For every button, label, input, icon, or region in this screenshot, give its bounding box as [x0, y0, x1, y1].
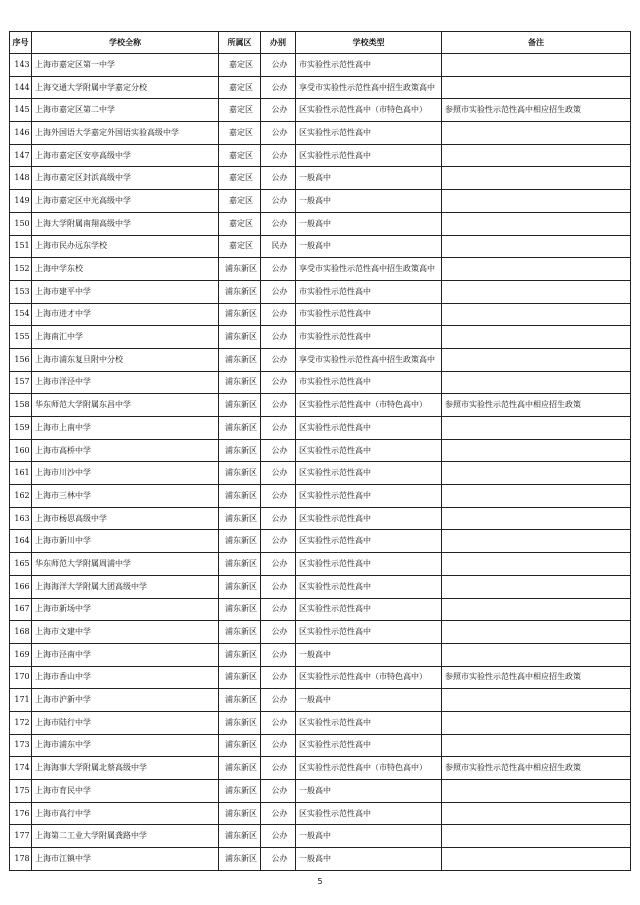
school-type-cell: 区实验性示范性高中 [296, 122, 442, 145]
school-name-cell: 上海市江镇中学 [32, 848, 219, 871]
ownership-cell: 公办 [261, 689, 296, 712]
district-cell: 浦东新区 [219, 507, 261, 530]
school-type-cell: 区实验性示范性高中 [296, 711, 442, 734]
ownership-cell: 公办 [261, 734, 296, 757]
school-name-cell: 上海第二工业大学附属龚路中学 [32, 825, 219, 848]
row-number-cell: 151 [10, 235, 32, 258]
table-row [10, 780, 631, 803]
district-cell: 浦东新区 [219, 825, 261, 848]
row-number-cell: 145 [10, 99, 32, 122]
ownership-cell: 公办 [261, 757, 296, 780]
table-row [10, 212, 631, 235]
table-row [10, 643, 631, 666]
note-cell [442, 462, 631, 485]
table-row [10, 757, 631, 780]
row-number-cell: 149 [10, 190, 32, 213]
row-number-cell: 147 [10, 144, 32, 167]
ownership-cell: 公办 [261, 598, 296, 621]
district-cell: 浦东新区 [219, 666, 261, 689]
note-cell [442, 76, 631, 99]
table-row [10, 258, 631, 281]
school-name-cell: 上海市新川中学 [32, 530, 219, 553]
table-row [10, 190, 631, 213]
note-cell [442, 643, 631, 666]
table-row [10, 76, 631, 99]
school-type-cell: 一般高中 [296, 212, 442, 235]
school-name-cell: 上海市嘉定区安亭高级中学 [32, 144, 219, 167]
note-cell [442, 825, 631, 848]
row-number-cell: 160 [10, 439, 32, 462]
ownership-cell: 公办 [261, 825, 296, 848]
school-name-cell: 上海市嘉定区封浜高级中学 [32, 167, 219, 190]
ownership-cell: 民办 [261, 235, 296, 258]
school-name-cell: 上海市嘉定区第一中学 [32, 54, 219, 77]
school-name-cell: 上海市川沙中学 [32, 462, 219, 485]
row-number-cell: 158 [10, 394, 32, 417]
row-number-cell: 146 [10, 122, 32, 145]
school-type-cell: 区实验性示范性高中 [296, 802, 442, 825]
school-name-cell: 上海海事大学附属北蔡高级中学 [32, 757, 219, 780]
district-cell: 嘉定区 [219, 167, 261, 190]
row-number-cell: 174 [10, 757, 32, 780]
school-name-cell: 上海市嘉定区第二中学 [32, 99, 219, 122]
school-name-cell: 上海市洋泾中学 [32, 371, 219, 394]
school-name-cell: 上海中学东校 [32, 258, 219, 281]
row-number-cell: 144 [10, 76, 32, 99]
district-cell: 嘉定区 [219, 76, 261, 99]
note-cell: 参照市实验性示范性高中相应招生政策 [442, 99, 631, 122]
ownership-cell: 公办 [261, 144, 296, 167]
district-cell: 嘉定区 [219, 212, 261, 235]
school-type-cell: 区实验性示范性高中 [296, 462, 442, 485]
ownership-cell: 公办 [261, 643, 296, 666]
note-cell [442, 711, 631, 734]
district-cell: 浦东新区 [219, 485, 261, 508]
note-cell [442, 507, 631, 530]
note-cell [442, 122, 631, 145]
row-number-cell: 168 [10, 621, 32, 644]
header-row [10, 32, 631, 54]
district-cell: 浦东新区 [219, 326, 261, 349]
ownership-cell: 公办 [261, 348, 296, 371]
row-number-cell: 175 [10, 780, 32, 803]
school-type-cell: 区实验性示范性高中 [296, 553, 442, 576]
school-type-cell: 区实验性示范性高中 [296, 485, 442, 508]
note-cell [442, 190, 631, 213]
ownership-cell: 公办 [261, 462, 296, 485]
school-name-cell: 上海市文建中学 [32, 621, 219, 644]
district-cell: 浦东新区 [219, 280, 261, 303]
district-cell: 嘉定区 [219, 235, 261, 258]
table-row [10, 326, 631, 349]
row-number-cell: 177 [10, 825, 32, 848]
district-cell: 浦东新区 [219, 348, 261, 371]
ownership-cell: 公办 [261, 553, 296, 576]
header-district: 所属区 [219, 32, 261, 54]
school-type-cell: 一般高中 [296, 190, 442, 213]
district-cell: 嘉定区 [219, 54, 261, 77]
district-cell: 浦东新区 [219, 530, 261, 553]
district-cell: 浦东新区 [219, 553, 261, 576]
school-type-cell: 区实验性示范性高中 [296, 507, 442, 530]
ownership-cell: 公办 [261, 394, 296, 417]
school-name-cell: 上海交通大学附属中学嘉定分校 [32, 76, 219, 99]
district-cell: 浦东新区 [219, 417, 261, 440]
row-number-cell: 169 [10, 643, 32, 666]
table-row [10, 99, 631, 122]
table-row [10, 485, 631, 508]
school-name-cell: 华东师范大学附属周浦中学 [32, 553, 219, 576]
district-cell: 浦东新区 [219, 757, 261, 780]
school-name-cell: 上海市新场中学 [32, 598, 219, 621]
header-school-name: 学校全称 [32, 32, 219, 54]
note-cell [442, 530, 631, 553]
school-type-cell: 市实验性示范性高中 [296, 303, 442, 326]
row-number-cell: 156 [10, 348, 32, 371]
school-type-cell: 区实验性示范性高中 [296, 439, 442, 462]
row-number-cell: 165 [10, 553, 32, 576]
school-type-cell: 区实验性示范性高中（市特色高中） [296, 99, 442, 122]
ownership-cell: 公办 [261, 167, 296, 190]
school-name-cell: 上海市浦东中学 [32, 734, 219, 757]
ownership-cell: 公办 [261, 802, 296, 825]
row-number-cell: 154 [10, 303, 32, 326]
district-cell: 浦东新区 [219, 689, 261, 712]
ownership-cell: 公办 [261, 190, 296, 213]
row-number-cell: 152 [10, 258, 32, 281]
table-row [10, 303, 631, 326]
school-name-cell: 上海海洋大学附属大团高级中学 [32, 575, 219, 598]
row-number-cell: 163 [10, 507, 32, 530]
ownership-cell: 公办 [261, 76, 296, 99]
district-cell: 浦东新区 [219, 462, 261, 485]
table-row [10, 553, 631, 576]
table-row [10, 54, 631, 77]
ownership-cell: 公办 [261, 780, 296, 803]
note-cell [442, 439, 631, 462]
table-row [10, 598, 631, 621]
note-cell [442, 575, 631, 598]
school-name-cell: 上海市上南中学 [32, 417, 219, 440]
ownership-cell: 公办 [261, 371, 296, 394]
table-row [10, 144, 631, 167]
school-name-cell: 上海市杨思高级中学 [32, 507, 219, 530]
school-type-cell: 市实验性示范性高中 [296, 280, 442, 303]
table-row [10, 122, 631, 145]
note-cell [442, 689, 631, 712]
school-name-cell: 上海市高行中学 [32, 802, 219, 825]
header-note: 备注 [442, 32, 631, 54]
district-cell: 嘉定区 [219, 99, 261, 122]
note-cell [442, 621, 631, 644]
table-row [10, 235, 631, 258]
district-cell: 浦东新区 [219, 780, 261, 803]
school-type-cell: 区实验性示范性高中 [296, 417, 442, 440]
note-cell [442, 780, 631, 803]
school-type-cell: 一般高中 [296, 689, 442, 712]
table-row [10, 621, 631, 644]
note-cell [442, 212, 631, 235]
ownership-cell: 公办 [261, 621, 296, 644]
district-cell: 浦东新区 [219, 303, 261, 326]
ownership-cell: 公办 [261, 258, 296, 281]
school-name-cell: 上海市沪新中学 [32, 689, 219, 712]
district-cell: 嘉定区 [219, 190, 261, 213]
row-number-cell: 162 [10, 485, 32, 508]
ownership-cell: 公办 [261, 99, 296, 122]
school-type-cell: 区实验性示范性高中 [296, 144, 442, 167]
school-type-cell: 区实验性示范性高中（市特色高中） [296, 666, 442, 689]
school-name-cell: 上海南汇中学 [32, 326, 219, 349]
note-cell [442, 144, 631, 167]
note-cell [442, 848, 631, 871]
school-name-cell: 上海市高桥中学 [32, 439, 219, 462]
table-row [10, 417, 631, 440]
district-cell: 嘉定区 [219, 122, 261, 145]
note-cell [442, 258, 631, 281]
note-cell: 参照市实验性示范性高中相应招生政策 [442, 757, 631, 780]
school-type-cell: 区实验性示范性高中 [296, 575, 442, 598]
ownership-cell: 公办 [261, 711, 296, 734]
district-cell: 浦东新区 [219, 394, 261, 417]
note-cell: 参照市实验性示范性高中相应招生政策 [442, 394, 631, 417]
ownership-cell: 公办 [261, 530, 296, 553]
table-row [10, 462, 631, 485]
school-type-cell: 一般高中 [296, 643, 442, 666]
row-number-cell: 161 [10, 462, 32, 485]
note-cell [442, 371, 631, 394]
district-cell: 浦东新区 [219, 598, 261, 621]
table-row [10, 507, 631, 530]
ownership-cell: 公办 [261, 848, 296, 871]
school-type-cell: 区实验性示范性高中（市特色高中） [296, 394, 442, 417]
school-name-cell: 上海外国语大学嘉定外国语实验高级中学 [32, 122, 219, 145]
school-type-cell: 享受市实验性示范性高中招生政策高中 [296, 258, 442, 281]
school-type-cell: 市实验性示范性高中 [296, 54, 442, 77]
school-name-cell: 上海市香山中学 [32, 666, 219, 689]
row-number-cell: 153 [10, 280, 32, 303]
school-name-cell: 上海大学附属南翔高级中学 [32, 212, 219, 235]
ownership-cell: 公办 [261, 326, 296, 349]
district-cell: 浦东新区 [219, 258, 261, 281]
ownership-cell: 公办 [261, 417, 296, 440]
ownership-cell: 公办 [261, 122, 296, 145]
school-type-cell: 一般高中 [296, 780, 442, 803]
district-cell: 浦东新区 [219, 848, 261, 871]
district-cell: 浦东新区 [219, 371, 261, 394]
table-row [10, 711, 631, 734]
district-cell: 嘉定区 [219, 144, 261, 167]
ownership-cell: 公办 [261, 54, 296, 77]
school-type-cell: 区实验性示范性高中 [296, 734, 442, 757]
school-name-cell: 上海市泾南中学 [32, 643, 219, 666]
school-name-cell: 上海市民办远东学校 [32, 235, 219, 258]
row-number-cell: 166 [10, 575, 32, 598]
ownership-cell: 公办 [261, 485, 296, 508]
ownership-cell: 公办 [261, 439, 296, 462]
table-row [10, 575, 631, 598]
district-cell: 浦东新区 [219, 643, 261, 666]
school-type-cell: 享受市实验性示范性高中招生政策高中 [296, 348, 442, 371]
row-number-cell: 170 [10, 666, 32, 689]
note-cell [442, 280, 631, 303]
row-number-cell: 150 [10, 212, 32, 235]
table-row [10, 848, 631, 871]
school-name-cell: 华东师范大学附属东昌中学 [32, 394, 219, 417]
header-no: 序号 [10, 32, 32, 54]
table-row [10, 802, 631, 825]
table-row [10, 666, 631, 689]
school-type-cell: 市实验性示范性高中 [296, 371, 442, 394]
school-type-cell: 一般高中 [296, 848, 442, 871]
header-ownership: 办别 [261, 32, 296, 54]
row-number-cell: 159 [10, 417, 32, 440]
school-type-cell: 一般高中 [296, 235, 442, 258]
table-row [10, 167, 631, 190]
table-row [10, 530, 631, 553]
ownership-cell: 公办 [261, 575, 296, 598]
table-row [10, 394, 631, 417]
note-cell [442, 598, 631, 621]
school-type-cell: 一般高中 [296, 167, 442, 190]
note-cell: 参照市实验性示范性高中相应招生政策 [442, 666, 631, 689]
row-number-cell: 143 [10, 54, 32, 77]
row-number-cell: 176 [10, 802, 32, 825]
row-number-cell: 178 [10, 848, 32, 871]
table-row [10, 280, 631, 303]
ownership-cell: 公办 [261, 212, 296, 235]
note-cell [442, 326, 631, 349]
note-cell [442, 54, 631, 77]
table-row [10, 689, 631, 712]
row-number-cell: 172 [10, 711, 32, 734]
school-type-cell: 区实验性示范性高中（市特色高中） [296, 757, 442, 780]
school-name-cell: 上海市浦东复旦附中分校 [32, 348, 219, 371]
school-name-cell: 上海市嘉定区中光高级中学 [32, 190, 219, 213]
school-type-cell: 一般高中 [296, 825, 442, 848]
row-number-cell: 148 [10, 167, 32, 190]
row-number-cell: 155 [10, 326, 32, 349]
page-number: 5 [317, 877, 323, 886]
district-cell: 浦东新区 [219, 621, 261, 644]
note-cell [442, 167, 631, 190]
ownership-cell: 公办 [261, 507, 296, 530]
table-row [10, 734, 631, 757]
row-number-cell: 167 [10, 598, 32, 621]
row-number-cell: 173 [10, 734, 32, 757]
school-name-cell: 上海市三林中学 [32, 485, 219, 508]
table-row [10, 348, 631, 371]
school-type-cell: 区实验性示范性高中 [296, 598, 442, 621]
school-name-cell: 上海市陆行中学 [32, 711, 219, 734]
row-number-cell: 164 [10, 530, 32, 553]
school-name-cell: 上海市育民中学 [32, 780, 219, 803]
note-cell [442, 303, 631, 326]
district-cell: 浦东新区 [219, 439, 261, 462]
school-type-cell: 市实验性示范性高中 [296, 326, 442, 349]
school-type-cell: 区实验性示范性高中 [296, 621, 442, 644]
note-cell [442, 417, 631, 440]
ownership-cell: 公办 [261, 666, 296, 689]
school-name-cell: 上海市建平中学 [32, 280, 219, 303]
school-name-cell: 上海市进才中学 [32, 303, 219, 326]
row-number-cell: 171 [10, 689, 32, 712]
table-row [10, 825, 631, 848]
district-cell: 浦东新区 [219, 711, 261, 734]
note-cell [442, 802, 631, 825]
school-type-cell: 区实验性示范性高中 [296, 530, 442, 553]
school-type-cell: 享受市实验性示范性高中招生政策高中 [296, 76, 442, 99]
school-table [9, 31, 631, 871]
note-cell [442, 553, 631, 576]
note-cell [442, 348, 631, 371]
note-cell [442, 485, 631, 508]
district-cell: 浦东新区 [219, 575, 261, 598]
ownership-cell: 公办 [261, 280, 296, 303]
ownership-cell: 公办 [261, 303, 296, 326]
note-cell [442, 235, 631, 258]
header-school-type: 学校类型 [296, 32, 442, 54]
row-number-cell: 157 [10, 371, 32, 394]
district-cell: 浦东新区 [219, 734, 261, 757]
table-row [10, 371, 631, 394]
district-cell: 浦东新区 [219, 802, 261, 825]
table-row [10, 439, 631, 462]
note-cell [442, 734, 631, 757]
